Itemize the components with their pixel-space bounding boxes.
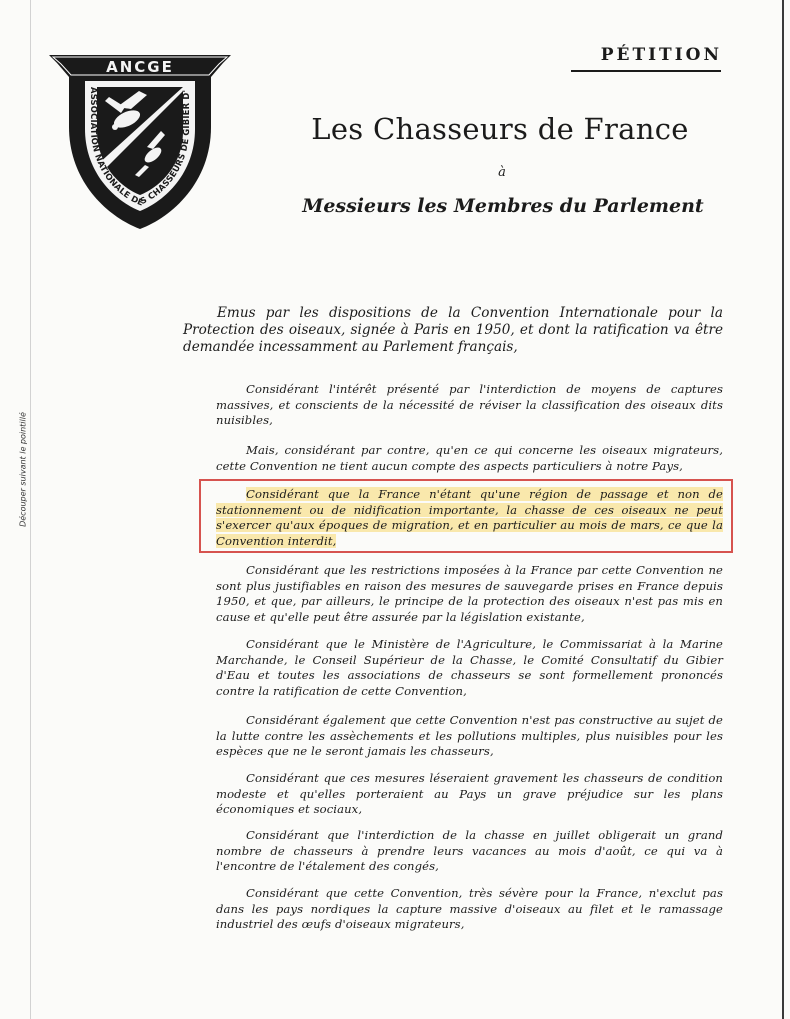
page-right-edge <box>782 0 784 1019</box>
paragraph-8 <box>216 828 723 875</box>
ancge-logo <box>47 47 233 233</box>
paragraph-8-text: Considérant que l'interdiction de la chasse en juillet obligerait un grand nombre de chasseurs à prendre leurs vacances au mois d'août, ce qui va à l'encontre de l'étalement des congés, <box>216 828 723 874</box>
paragraph-4 <box>216 563 723 625</box>
paragraph-4-text: Considérant que les restrictions imposées à la France par cette Convention ne sont plus justifiables en raison des mesures de sauvegarde prises en France depuis 1950, et que, par ailleurs, le principe de la protection des oiseaux n'est pas mis en cause et qu'elle peut être assurée par la législation existante, <box>216 563 723 624</box>
paragraph-7 <box>216 771 723 818</box>
logo-ring-text: ASSOCIATION NATIONALE DES CHASSEURS DE GIBIER D' <box>88 87 192 208</box>
paragraph-3-text: Considérant que la France n'étant qu'une région de passage et non de stationnement ou de nidification importante, la chasse de ces oiseaux ne peut s'exercer qu'aux époques de migration, et en particulier au mois de mars, ce que la Convention interdit, <box>216 487 723 548</box>
title-connector: à <box>498 165 506 180</box>
paragraph-6 <box>216 713 723 760</box>
intro-text: Emus par les dispositions de la Convention Internationale pour la Protection des oiseaux, signée à Paris en 1950, et dont la ratification va être demandée incessamment au Parlement français, <box>183 305 723 356</box>
paragraph-6-text: Considérant également que cette Convention n'est pas constructive au sujet de la lutte contre les assèchements et les pollutions multiples, plus nuisibles pour les espèces que ne le seront jamais les chasseurs, <box>216 713 723 759</box>
cut-instruction: Découper suivant le pointillé <box>18 412 28 527</box>
paragraph-9-text: Considérant que cette Convention, très sévère pour la France, n'exclut pas dans les pays nordiques la capture massive d'oiseaux au filet et le ramassage industriel des œufs d'oiseaux migrateurs, <box>216 886 723 932</box>
paragraph-3-highlighted <box>216 487 723 549</box>
paragraph-2 <box>216 443 723 474</box>
paragraph-1-text: Considérant l'intérêt présenté par l'interdiction de moyens de captures massives, et conscients de la nécessité de réviser la classification des oiseaux dits nuisibles, <box>216 382 723 428</box>
intro-paragraph <box>183 305 723 357</box>
logo-acronym: ANCGE <box>106 58 174 76</box>
paragraph-2-text: Mais, considérant par contre, qu'en ce qui concerne les oiseaux migrateurs, cette Convention ne tient aucun compte des aspects particuliers à notre Pays, <box>216 443 723 473</box>
paragraph-5-text: Considérant que le Ministère de l'Agriculture, le Commissariat à la Marine Marchande, le Conseil Supérieur de la Chasse, le Comité Consultatif du Gibier d'Eau et toutes les associations de chasseurs se sont formellement prononcés contre la ratification de cette Convention, <box>216 637 723 698</box>
page-title: Les Chasseurs de France <box>311 112 689 146</box>
paragraph-5 <box>216 637 723 699</box>
petition-underline <box>571 70 721 72</box>
page-left-edge <box>30 0 31 1019</box>
paragraph-1 <box>216 382 723 429</box>
page-subtitle: Messieurs les Membres du Parlement <box>302 195 704 217</box>
paragraph-9 <box>216 886 723 933</box>
petition-label: PÉTITION <box>600 45 722 65</box>
paragraph-7-text: Considérant que ces mesures léseraient gravement les chasseurs de condition modeste et qu'elles porteraient au Pays un grave préjudice sur les plans économiques et sociaux, <box>216 771 723 817</box>
